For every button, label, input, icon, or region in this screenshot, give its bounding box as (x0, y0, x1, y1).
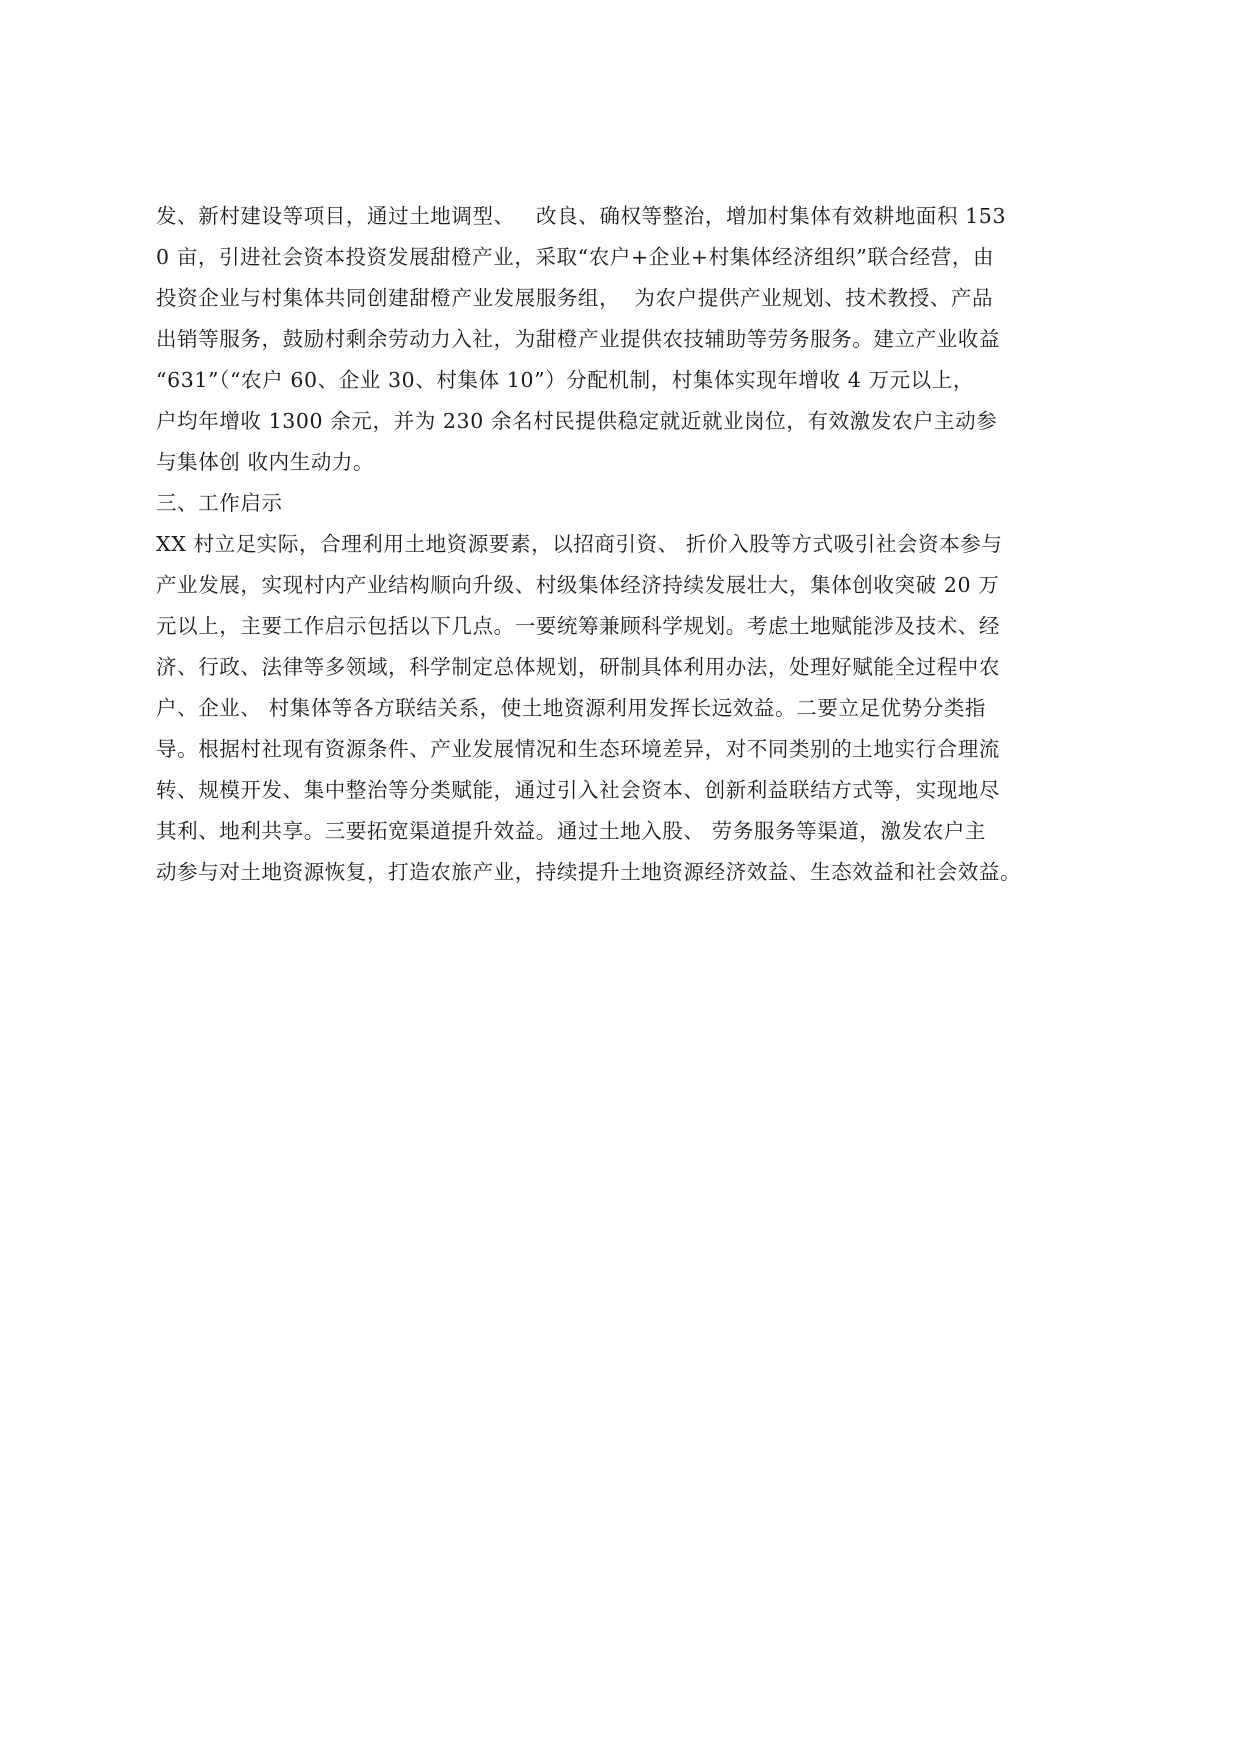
paragraph-line: 转、规模开发、集中整治等分类赋能，通过引入社会资本、创新利益联结方式等，实现地尽 (156, 778, 1000, 802)
paragraph-line: 户均年增收 1300 余元，并为 230 余名村民提供稳定就近就业岗位，有效激发农户主动参 (156, 409, 998, 433)
paragraph-line: 其利、地利共享。三要拓宽渠道提升效益。通过土地入股、 劳务服务等渠道，激发农户主 (156, 819, 987, 843)
paragraph-line: 发、新村建设等项目，通过土地调型、 改良、确权等整治，增加村集体有效耕地面积 153 (156, 204, 1007, 228)
paragraph-line: 产业发展，实现村内产业结构顺向升级、村级集体经济持续发展壮大，集体创收突破 20 万 (156, 573, 1000, 597)
paragraph-line: 与集体创 收内生动力。 (156, 450, 375, 474)
section-heading: 三、工作启示 (156, 491, 283, 515)
paragraph-line: 出销等服务，鼓励村剩余劳动力入社，为甜橙产业提供农技辅助等劳务服务。建立产业收益 (156, 327, 1000, 351)
paragraph-line: 导。根据村社现有资源条件、产业发展情况和生态环境差异，对不同类别的土地实行合理流 (156, 737, 1000, 761)
paragraph-line: “631”（“农户 60、企业 30、村集体 10”）分配机制，村集体实现年增收 4 万元以上， (156, 368, 974, 392)
paragraph-line: 0 亩，引进社会资本投资发展甜橙产业，采取“农户+企业+村集体经济组织”联合经营，由 (156, 245, 995, 269)
paragraph-line: 投资企业与村集体共同创建甜橙产业发展服务组， 为农户提供产业规划、技术教授、产品 (156, 286, 994, 310)
paragraph-line: 元以上，主要工作启示包括以下几点。一要统筹兼顾科学规划。考虑土地赋能涉及技术、经 (156, 614, 1000, 638)
paragraph-line: 济、行政、法律等多领域，科学制定总体规划，研制具体利用办法，处理好赋能全过程中农 (156, 655, 1000, 679)
paragraph-line: 户、企业、 村集体等各方联结关系，使土地资源利用发挥长远效益。二要立足优势分类指 (156, 696, 987, 720)
paragraph-line: XX 村立足实际，合理利用土地资源要素，以招商引资、 折价入股等方式吸引社会资本参与 (156, 532, 1003, 556)
paragraph-line: 动参与对土地资源恢复，打造农旅产业，持续提升土地资源经济效益、生态效益和社会效益。 (156, 860, 1022, 884)
document-body (156, 196, 1116, 893)
